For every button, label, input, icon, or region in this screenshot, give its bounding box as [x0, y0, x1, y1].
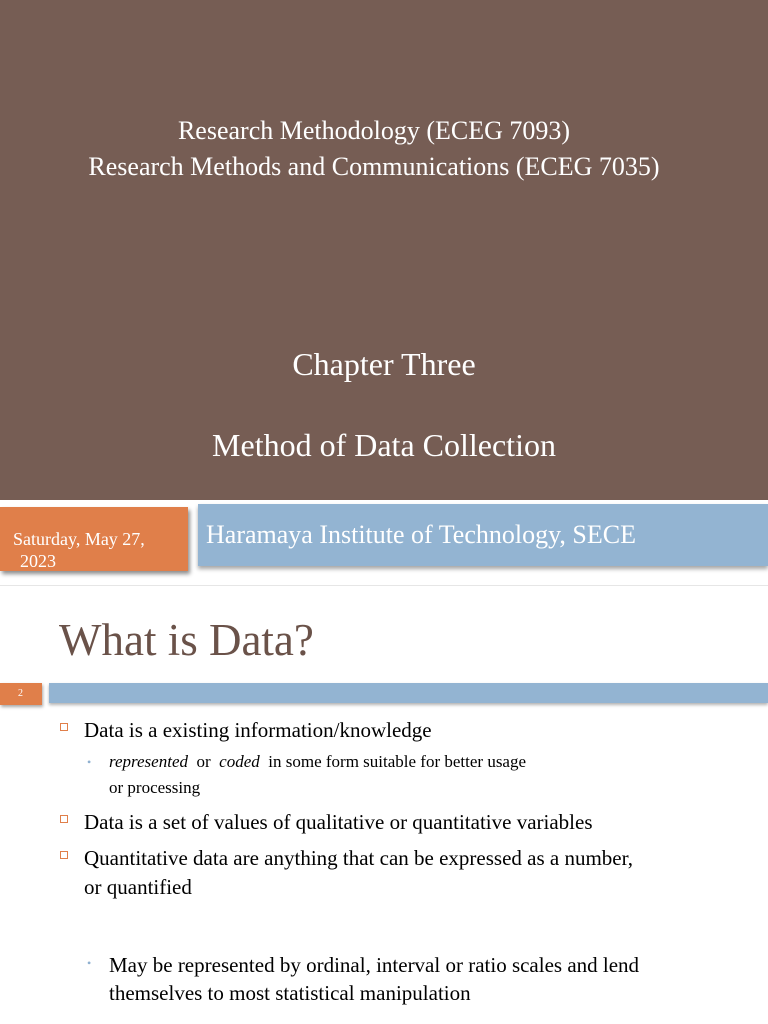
course-title-line-1: Research Methodology (ECEG 7093)	[177, 116, 571, 145]
bullet-item-3: Quantitative data are anything that can be expressed as a number,	[84, 846, 634, 870]
sub-bullet-item-1-continuation: or processing	[109, 778, 201, 797]
header-bar	[49, 683, 768, 703]
date-line-2: 2023	[20, 551, 56, 571]
sub-bullet-emphasis-coded: coded	[219, 752, 260, 771]
slide-title: What is Data?	[59, 615, 314, 665]
chapter-subtitle: Method of Data Collection	[212, 427, 556, 463]
date-line-1: Saturday, May 27,	[13, 529, 145, 549]
dot-bullet-icon: •	[87, 755, 92, 769]
course-title-line-2: Research Methods and Communications (ECEG 7035)	[88, 152, 660, 181]
bullet-item-1: Data is a existing information/knowledge	[84, 718, 432, 742]
bullet-item-2: Data is a set of values of qualitative or quantitative variables	[84, 810, 593, 834]
sub-bullet-item-2-continuation: themselves to most statistical manipulation	[109, 981, 471, 1005]
slide-divider	[0, 585, 768, 586]
sub-bullet-rest: in some form suitable for better usage	[259, 752, 527, 771]
square-outline-bullet-icon	[60, 815, 68, 823]
sub-bullet-connector: or	[188, 752, 220, 771]
slide1-title-block	[0, 0, 768, 500]
dot-bullet-icon: •	[87, 956, 92, 970]
chapter-heading: Chapter Three	[292, 346, 476, 382]
slide-number-badge: 2	[0, 683, 42, 705]
sub-bullet-item-2: May be represented by ordinal, interval or ratio scales and lend	[109, 953, 640, 977]
sub-bullet-item-1	[109, 749, 526, 774]
bullet-item-3-continuation: or quantified	[84, 875, 192, 899]
institute-bar: Haramaya Institute of Technology, SECE	[198, 504, 768, 566]
square-outline-bullet-icon	[60, 851, 68, 859]
sub-bullet-emphasis-represented: represented	[109, 752, 188, 771]
date-box	[0, 507, 188, 571]
square-outline-bullet-icon	[60, 723, 68, 731]
